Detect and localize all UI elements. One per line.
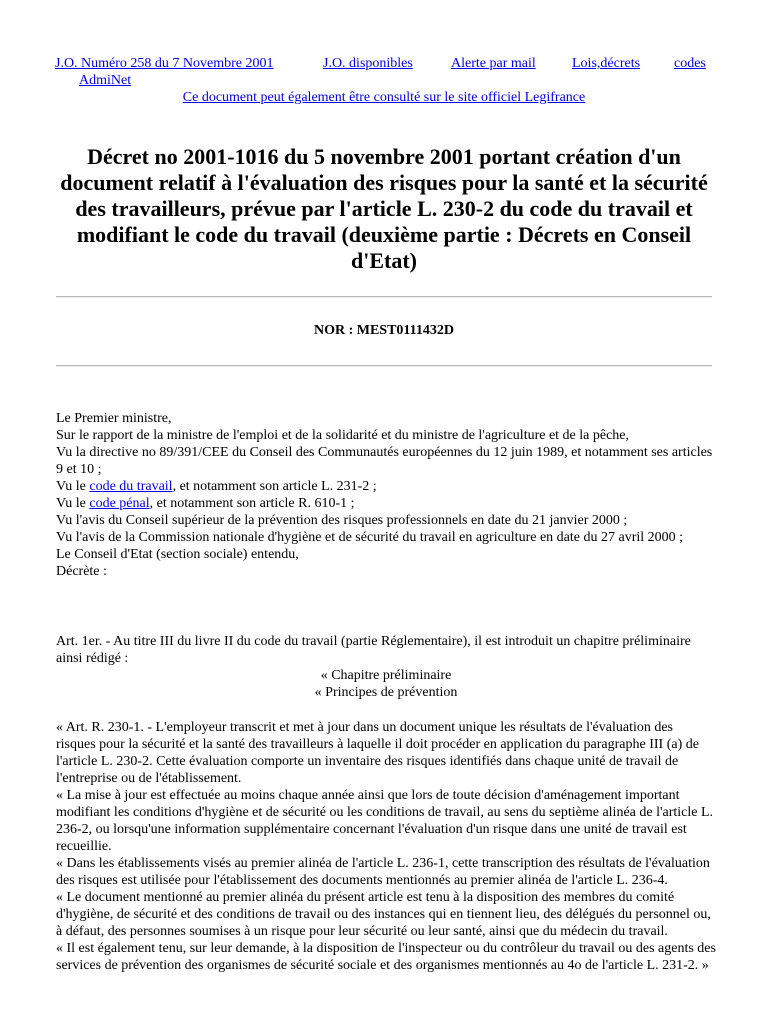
link-adminet[interactable]: AdmiNet <box>79 73 132 88</box>
article-paragraph: « Art. R. 230-1. - L'employeur transcrit et met à jour dans un document unique les résultats de l'évaluation des risques pour la sécurité et la santé des travailleurs à laquelle il doit procéder en application du paragraphe III (a) de l'article L. 230-2. Cette évaluation comporte un inventaire des risques identifiés dans chaque unité de travail de l'entreprise ou de l'établissement. <box>56 720 699 786</box>
preamble-text: , et notamment son article R. 610-1 ; <box>149 496 355 511</box>
divider-top <box>56 296 712 298</box>
link-code-du-travail[interactable]: code du travail <box>89 479 173 494</box>
article-intro: Art. 1er. - Au titre III du livre II du code du travail (partie Réglementaire), il est introduit un chapitre préliminaire ainsi rédigé : <box>56 634 691 666</box>
chapter-heading: « Chapitre préliminaire <box>320 668 452 683</box>
article-r230-1 <box>56 719 716 974</box>
link-jo-disponibles[interactable]: J.O. disponibles <box>323 56 413 71</box>
preamble-text: , et notamment son article L. 231-2 ; <box>172 479 377 494</box>
preamble-line: Sur le rapport de la ministre de l'emploi et de la solidarité et du ministre de l'agriculture et de la pêche, <box>56 428 630 443</box>
link-legifrance[interactable]: Ce document peut également être consulté sur le site officiel Legifrance <box>182 90 586 105</box>
link-lois-decrets[interactable]: Lois,décrets <box>572 56 641 71</box>
preamble-line: Le Premier ministre, <box>56 411 172 426</box>
article-paragraph: « Il est également tenu, sur leur demande, à la disposition de l'inspecteur ou du contrôleur du travail ou des agents des services de prévention des organismes de sécurité sociale et des organismes mentionnés au 4o de l'article L. 231-2. » <box>56 941 716 973</box>
top-navigation <box>55 56 711 76</box>
link-alerte-mail[interactable]: Alerte par mail <box>451 56 536 71</box>
link-jo-numero[interactable]: J.O. Numéro 258 du 7 Novembre 2001 <box>55 56 274 71</box>
article-1 <box>56 633 716 701</box>
preamble-line: Vu l'avis du Conseil supérieur de la prévention des risques professionnels en date du 21 janvier 2000 ; <box>56 513 628 528</box>
link-code-penal[interactable]: code pénal <box>89 496 150 511</box>
article-paragraph: « Dans les établissements visés au premier alinéa de l'article L. 236-1, cette transcription des résultats de l'évaluation des risques est utilisée pour l'établissement des documents mentionnés au premier alinéa de l'article L. 236-4. <box>56 856 710 888</box>
preamble-text: Vu le <box>56 479 90 494</box>
article-paragraph: « La mise à jour est effectuée au moins chaque année ainsi que lors de toute décision d'aménagement important modifiant les conditions d'hygiène et de sécurité ou les conditions de travail, au sens du septième alinéa de l'article L. 236-2, ou lorsqu'une information supplémentaire concernant l'évaluation d'un risque dans une unité de travail est recueillie. <box>56 788 714 854</box>
link-codes[interactable]: codes <box>674 56 706 71</box>
preamble-line: Décrète : <box>56 564 107 579</box>
chapter-subheading: « Principes de prévention <box>314 685 458 700</box>
nor-reference: NOR : MEST0111432D <box>313 323 454 338</box>
preamble-line: Vu la directive no 89/391/CEE du Conseil des Communautés européennes du 12 juin 1989, et notamment ses articles 9 et 10 ; <box>56 445 713 477</box>
preamble-line: Le Conseil d'Etat (section sociale) entendu, <box>56 547 299 562</box>
preamble-text: Vu le <box>56 496 90 511</box>
preamble-line: Vu l'avis de la Commission nationale d'hygiène et de sécurité du travail en agriculture en date du 27 avril 2000 ; <box>56 530 684 545</box>
article-paragraph: « Le document mentionné au premier alinéa du présent article est tenu à la disposition des membres du comité d'hygiène, de sécurité et des conditions de travail ou des instances qui en tiennent lieu, des délégués du personnel ou, à défaut, des personnes soumises à un risque pour leur sécurité ou leur santé, ainsi que du médecin du travail. <box>56 890 711 939</box>
page-title: Décret no 2001-1016 du 5 novembre 2001 portant création d'un document relatif à l'évaluation des risques pour la santé et la sécurité des travailleurs, prévue par l'article L. 230-2 du code du travail et modifiant le code du travail (deuxième partie : Décrets en Conseil d'Etat) <box>60 144 708 273</box>
preamble-line <box>56 478 716 495</box>
divider-bottom <box>56 365 712 367</box>
preamble <box>56 410 716 580</box>
preamble-line <box>56 495 716 512</box>
